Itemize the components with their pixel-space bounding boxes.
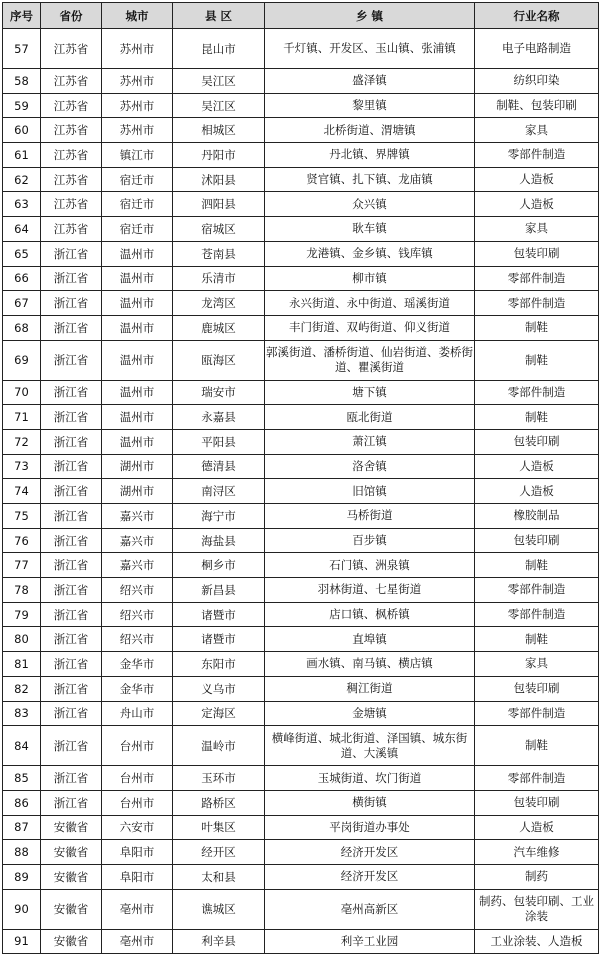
cell-no: 69 [3, 340, 41, 380]
cell-province: 浙江省 [41, 790, 102, 815]
table-body [3, 29, 599, 954]
cell-town: 塘下镇 [265, 380, 475, 405]
cell-city: 宿迁市 [102, 217, 173, 242]
cell-town: 永兴街道、永中街道、瑶溪街道 [265, 291, 475, 316]
cell-no: 67 [3, 291, 41, 316]
cell-town: 北桥街道、渭塘镇 [265, 118, 475, 143]
cell-no: 75 [3, 504, 41, 529]
cell-county: 宿城区 [173, 217, 265, 242]
cell-town: 洛舍镇 [265, 454, 475, 479]
cell-industry: 工业涂装、人造板 [475, 929, 599, 954]
cell-industry: 纺织印染 [475, 69, 599, 94]
cell-city: 湖州市 [102, 479, 173, 504]
cell-no: 82 [3, 676, 41, 701]
cell-no: 60 [3, 118, 41, 143]
cell-no: 85 [3, 766, 41, 791]
cell-town: 画水镇、南马镇、横店镇 [265, 652, 475, 677]
cell-no: 86 [3, 790, 41, 815]
cell-town: 百步镇 [265, 528, 475, 553]
cell-province: 江苏省 [41, 167, 102, 192]
table-row [3, 405, 599, 430]
cell-province: 浙江省 [41, 578, 102, 603]
header-province: 省份 [41, 3, 102, 29]
cell-industry: 人造板 [475, 454, 599, 479]
table-row [3, 889, 599, 929]
cell-industry: 制鞋 [475, 553, 599, 578]
cell-no: 73 [3, 454, 41, 479]
cell-county: 相城区 [173, 118, 265, 143]
cell-town: 直埠镇 [265, 627, 475, 652]
cell-town: 亳州高新区 [265, 889, 475, 929]
cell-province: 安徽省 [41, 815, 102, 840]
cell-no: 80 [3, 627, 41, 652]
cell-industry: 零部件制造 [475, 602, 599, 627]
cell-province: 江苏省 [41, 93, 102, 118]
cell-city: 绍兴市 [102, 627, 173, 652]
table-row [3, 840, 599, 865]
cell-town: 众兴镇 [265, 192, 475, 217]
cell-city: 亳州市 [102, 889, 173, 929]
table-row [3, 929, 599, 954]
cell-industry: 零部件制造 [475, 766, 599, 791]
table-row [3, 266, 599, 291]
table-row [3, 676, 599, 701]
cell-county: 海盐县 [173, 528, 265, 553]
cell-province: 浙江省 [41, 315, 102, 340]
cell-city: 嘉兴市 [102, 553, 173, 578]
cell-city: 阜阳市 [102, 864, 173, 889]
cell-county: 泗阳县 [173, 192, 265, 217]
cell-city: 嘉兴市 [102, 504, 173, 529]
table-row [3, 315, 599, 340]
cell-city: 温州市 [102, 291, 173, 316]
cell-town: 平岗街道办事处 [265, 815, 475, 840]
cell-industry: 包装印刷 [475, 790, 599, 815]
cell-province: 浙江省 [41, 429, 102, 454]
cell-province: 浙江省 [41, 291, 102, 316]
cell-no: 90 [3, 889, 41, 929]
cell-industry: 包装印刷 [475, 241, 599, 266]
table-row [3, 93, 599, 118]
cell-county: 东阳市 [173, 652, 265, 677]
cell-industry: 人造板 [475, 167, 599, 192]
cell-town: 瓯北街道 [265, 405, 475, 430]
cell-no: 87 [3, 815, 41, 840]
table-row [3, 652, 599, 677]
cell-industry: 包装印刷 [475, 429, 599, 454]
cell-city: 绍兴市 [102, 602, 173, 627]
header-no: 序号 [3, 3, 41, 29]
table-row [3, 429, 599, 454]
cell-county: 沭阳县 [173, 167, 265, 192]
cell-county: 谯城区 [173, 889, 265, 929]
table-row [3, 602, 599, 627]
cell-city: 镇江市 [102, 143, 173, 168]
cell-town: 经济开发区 [265, 840, 475, 865]
header-industry: 行业名称 [475, 3, 599, 29]
cell-county: 吴江区 [173, 69, 265, 94]
cell-industry: 人造板 [475, 192, 599, 217]
table-row [3, 143, 599, 168]
cell-town: 丰门街道、双屿街道、仰义街道 [265, 315, 475, 340]
cell-no: 78 [3, 578, 41, 603]
cell-city: 温州市 [102, 315, 173, 340]
cell-province: 浙江省 [41, 479, 102, 504]
cell-town: 利辛工业园 [265, 929, 475, 954]
table-row [3, 69, 599, 94]
table-row [3, 167, 599, 192]
table-row [3, 815, 599, 840]
cell-town: 横街镇 [265, 790, 475, 815]
cell-city: 湖州市 [102, 454, 173, 479]
cell-province: 安徽省 [41, 840, 102, 865]
cell-industry: 零部件制造 [475, 380, 599, 405]
table-row [3, 790, 599, 815]
cell-city: 宿迁市 [102, 167, 173, 192]
cell-city: 温州市 [102, 380, 173, 405]
cell-province: 浙江省 [41, 528, 102, 553]
cell-province: 安徽省 [41, 864, 102, 889]
cell-city: 温州市 [102, 340, 173, 380]
table-row [3, 578, 599, 603]
header-city: 城市 [102, 3, 173, 29]
cell-city: 苏州市 [102, 93, 173, 118]
cell-industry: 零部件制造 [475, 291, 599, 316]
cell-no: 61 [3, 143, 41, 168]
cell-county: 利辛县 [173, 929, 265, 954]
cell-no: 81 [3, 652, 41, 677]
cell-no: 59 [3, 93, 41, 118]
table-row [3, 553, 599, 578]
cell-county: 玉环市 [173, 766, 265, 791]
cell-city: 台州市 [102, 790, 173, 815]
table-row [3, 726, 599, 766]
cell-county: 昆山市 [173, 29, 265, 69]
cell-city: 阜阳市 [102, 840, 173, 865]
cell-industry: 零部件制造 [475, 143, 599, 168]
cell-city: 温州市 [102, 266, 173, 291]
cell-no: 88 [3, 840, 41, 865]
cell-industry: 橡胶制品 [475, 504, 599, 529]
cell-province: 安徽省 [41, 929, 102, 954]
cell-no: 79 [3, 602, 41, 627]
cell-industry: 制药 [475, 864, 599, 889]
cell-no: 76 [3, 528, 41, 553]
cell-province: 浙江省 [41, 676, 102, 701]
cell-county: 瓯海区 [173, 340, 265, 380]
table-row [3, 454, 599, 479]
cell-no: 77 [3, 553, 41, 578]
cell-industry: 制鞋 [475, 405, 599, 430]
cell-industry: 零部件制造 [475, 578, 599, 603]
cell-town: 经济开发区 [265, 864, 475, 889]
cell-no: 66 [3, 266, 41, 291]
cell-province: 浙江省 [41, 766, 102, 791]
cell-province: 浙江省 [41, 553, 102, 578]
table-row [3, 29, 599, 69]
cell-county: 苍南县 [173, 241, 265, 266]
cell-town: 郭溪街道、潘桥街道、仙岩街道、娄桥街道、瞿溪街道 [265, 340, 475, 380]
cell-province: 江苏省 [41, 143, 102, 168]
cell-town: 盛泽镇 [265, 69, 475, 94]
table-row [3, 504, 599, 529]
cell-province: 浙江省 [41, 380, 102, 405]
table-row [3, 340, 599, 380]
cell-county: 诸暨市 [173, 627, 265, 652]
cell-no: 84 [3, 726, 41, 766]
cell-county: 南浔区 [173, 479, 265, 504]
header-county: 县 区 [173, 3, 265, 29]
table-header-row [3, 3, 599, 29]
cell-industry: 零部件制造 [475, 266, 599, 291]
cell-no: 71 [3, 405, 41, 430]
cell-no: 63 [3, 192, 41, 217]
cell-industry: 零部件制造 [475, 701, 599, 726]
cell-province: 江苏省 [41, 29, 102, 69]
cell-industry: 包装印刷 [475, 528, 599, 553]
cell-county: 永嘉县 [173, 405, 265, 430]
cell-province: 浙江省 [41, 504, 102, 529]
table-row [3, 479, 599, 504]
cell-industry: 制鞋 [475, 627, 599, 652]
cell-city: 六安市 [102, 815, 173, 840]
cell-no: 68 [3, 315, 41, 340]
cell-town: 贤官镇、扎下镇、龙庙镇 [265, 167, 475, 192]
table-row [3, 380, 599, 405]
cell-town: 萧江镇 [265, 429, 475, 454]
cell-no: 91 [3, 929, 41, 954]
cell-county: 海宁市 [173, 504, 265, 529]
table-row [3, 291, 599, 316]
cell-province: 浙江省 [41, 340, 102, 380]
table-row [3, 241, 599, 266]
cell-city: 温州市 [102, 241, 173, 266]
cell-county: 德清县 [173, 454, 265, 479]
cell-county: 桐乡市 [173, 553, 265, 578]
cell-county: 定海区 [173, 701, 265, 726]
cell-city: 金华市 [102, 652, 173, 677]
cell-province: 江苏省 [41, 118, 102, 143]
cell-town: 石门镇、洲泉镇 [265, 553, 475, 578]
cell-industry: 制鞋 [475, 340, 599, 380]
cell-no: 65 [3, 241, 41, 266]
cell-town: 马桥街道 [265, 504, 475, 529]
cell-city: 台州市 [102, 766, 173, 791]
cell-county: 龙湾区 [173, 291, 265, 316]
cell-no: 70 [3, 380, 41, 405]
cell-province: 浙江省 [41, 454, 102, 479]
cell-industry: 人造板 [475, 815, 599, 840]
cell-county: 乐清市 [173, 266, 265, 291]
cell-town: 金塘镇 [265, 701, 475, 726]
cell-industry: 制鞋 [475, 315, 599, 340]
cell-province: 浙江省 [41, 266, 102, 291]
cell-city: 苏州市 [102, 29, 173, 69]
cell-industry: 电子电路制造 [475, 29, 599, 69]
cell-province: 浙江省 [41, 652, 102, 677]
cell-town: 柳市镇 [265, 266, 475, 291]
industry-cluster-table [2, 2, 599, 954]
cell-city: 宿迁市 [102, 192, 173, 217]
cell-city: 嘉兴市 [102, 528, 173, 553]
cell-county: 诸暨市 [173, 602, 265, 627]
cell-industry: 汽车维修 [475, 840, 599, 865]
cell-county: 义乌市 [173, 676, 265, 701]
cell-town: 玉城街道、坎门街道 [265, 766, 475, 791]
cell-town: 龙港镇、金乡镇、钱库镇 [265, 241, 475, 266]
cell-province: 江苏省 [41, 192, 102, 217]
cell-town: 千灯镇、开发区、玉山镇、张浦镇 [265, 29, 475, 69]
table-row [3, 766, 599, 791]
cell-city: 苏州市 [102, 118, 173, 143]
cell-town: 丹北镇、界牌镇 [265, 143, 475, 168]
cell-town: 稠江街道 [265, 676, 475, 701]
cell-no: 64 [3, 217, 41, 242]
cell-county: 经开区 [173, 840, 265, 865]
table-row [3, 864, 599, 889]
cell-city: 亳州市 [102, 929, 173, 954]
cell-province: 浙江省 [41, 726, 102, 766]
cell-town: 羽林街道、七星街道 [265, 578, 475, 603]
cell-county: 温岭市 [173, 726, 265, 766]
cell-county: 太和县 [173, 864, 265, 889]
table-row [3, 118, 599, 143]
cell-industry: 家具 [475, 652, 599, 677]
cell-province: 江苏省 [41, 217, 102, 242]
cell-city: 温州市 [102, 429, 173, 454]
cell-no: 83 [3, 701, 41, 726]
table-row [3, 627, 599, 652]
cell-no: 62 [3, 167, 41, 192]
cell-city: 金华市 [102, 676, 173, 701]
cell-province: 江苏省 [41, 69, 102, 94]
cell-town: 耿车镇 [265, 217, 475, 242]
cell-province: 浙江省 [41, 701, 102, 726]
cell-no: 74 [3, 479, 41, 504]
cell-city: 温州市 [102, 405, 173, 430]
cell-city: 台州市 [102, 726, 173, 766]
cell-industry: 制药、包装印刷、工业涂装 [475, 889, 599, 929]
cell-county: 新昌县 [173, 578, 265, 603]
cell-city: 绍兴市 [102, 578, 173, 603]
cell-town: 店口镇、枫桥镇 [265, 602, 475, 627]
table-row [3, 217, 599, 242]
cell-no: 89 [3, 864, 41, 889]
cell-industry: 家具 [475, 217, 599, 242]
cell-no: 58 [3, 69, 41, 94]
cell-county: 平阳县 [173, 429, 265, 454]
cell-industry: 制鞋、包装印刷 [475, 93, 599, 118]
cell-county: 吴江区 [173, 93, 265, 118]
cell-town: 黎里镇 [265, 93, 475, 118]
cell-province: 浙江省 [41, 405, 102, 430]
header-town: 乡 镇 [265, 3, 475, 29]
table-row [3, 192, 599, 217]
cell-industry: 包装印刷 [475, 676, 599, 701]
cell-county: 丹阳市 [173, 143, 265, 168]
cell-province: 安徽省 [41, 889, 102, 929]
cell-industry: 制鞋 [475, 726, 599, 766]
cell-province: 浙江省 [41, 602, 102, 627]
cell-county: 瑞安市 [173, 380, 265, 405]
cell-no: 72 [3, 429, 41, 454]
cell-county: 叶集区 [173, 815, 265, 840]
cell-no: 57 [3, 29, 41, 69]
table-row [3, 701, 599, 726]
cell-industry: 家具 [475, 118, 599, 143]
cell-province: 浙江省 [41, 627, 102, 652]
cell-town: 旧馆镇 [265, 479, 475, 504]
cell-city: 苏州市 [102, 69, 173, 94]
cell-county: 路桥区 [173, 790, 265, 815]
cell-county: 鹿城区 [173, 315, 265, 340]
cell-town: 横峰街道、城北街道、泽国镇、城东街道、大溪镇 [265, 726, 475, 766]
cell-province: 浙江省 [41, 241, 102, 266]
table-row [3, 528, 599, 553]
cell-city: 舟山市 [102, 701, 173, 726]
cell-industry: 人造板 [475, 479, 599, 504]
